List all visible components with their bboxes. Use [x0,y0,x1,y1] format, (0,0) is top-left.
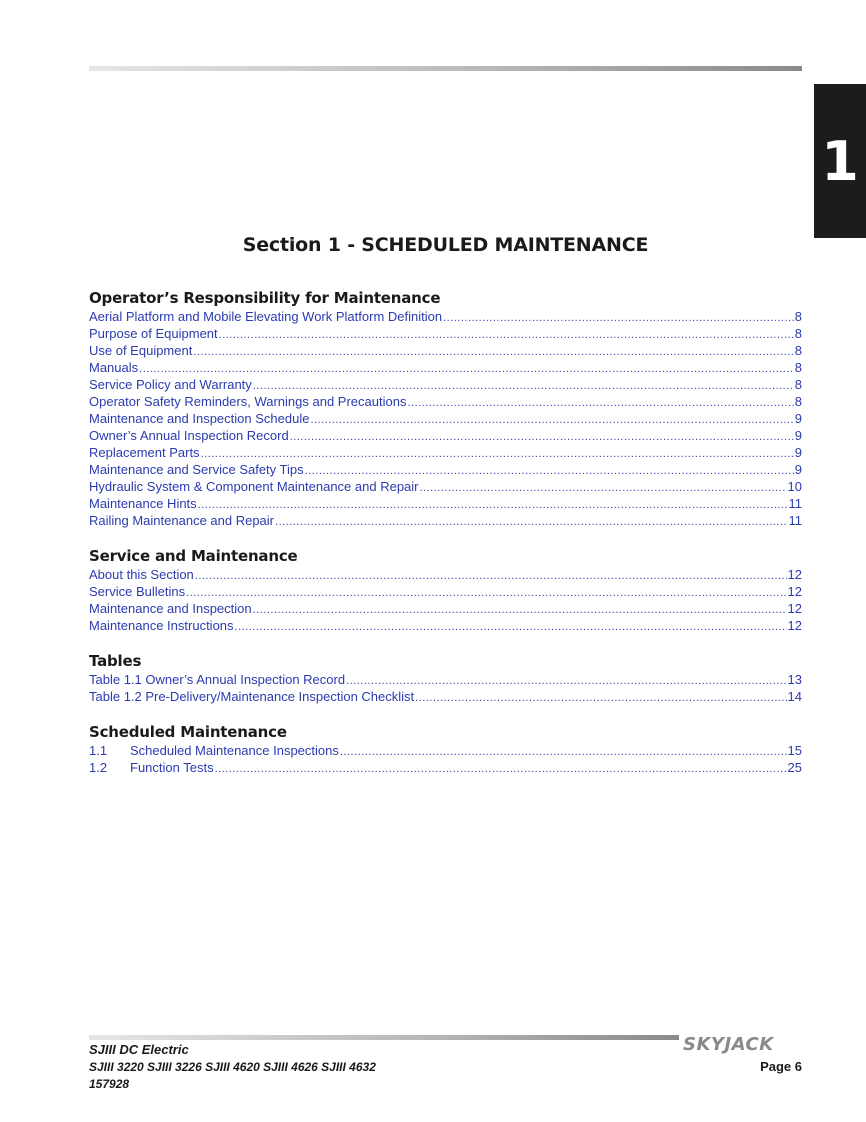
toc-entry-page: 12 [787,618,802,633]
toc-entry-page: 8 [794,394,802,409]
section-tab [814,84,866,238]
toc-entry-link[interactable] [89,410,802,427]
toc-entry-page: 9 [794,411,802,426]
toc-entry-title: Table 1.1 Owner’s Annual Inspection Record [89,672,346,687]
toc-entry-link[interactable] [89,444,802,461]
toc-entry-title: Table 1.2 Pre-Delivery/Maintenance Inspection Checklist [89,689,415,704]
toc-entry-link[interactable] [89,495,802,512]
dot-leader [193,344,793,361]
toc-group-heading: Tables [89,652,142,670]
footer-product-name: SJIII DC Electric [89,1042,189,1057]
toc-entry-number: 1.1 [89,743,108,758]
toc-entry-link[interactable] [89,671,802,688]
dot-leader [340,744,787,761]
toc-entry-link[interactable] [89,376,802,393]
toc-entry-link[interactable] [89,393,802,410]
logo-text: SKYJACK [683,1034,774,1054]
skyjack-logo [683,1030,803,1054]
toc-entry-page: 8 [794,377,802,392]
toc-entry-link[interactable] [89,461,802,478]
toc-entry-title: Manuals [89,360,139,375]
toc-entry-title: Hydraulic System & Component Maintenance and Repair [89,479,419,494]
toc-entry-title: Owner’s Annual Inspection Record [89,428,289,443]
dot-leader [275,514,787,531]
toc-entry-title: Replacement Parts [89,445,200,460]
dot-leader [215,761,787,778]
toc-entry-title: Service Policy and Warranty [89,377,252,392]
table-of-contents [89,289,802,794]
page-number: Page 6 [760,1059,802,1074]
dot-leader [310,412,793,429]
dot-leader [198,497,788,514]
toc-entry-title: Railing Maintenance and Repair [89,513,275,528]
toc-entry-page: 15 [787,743,802,758]
toc-entry-link[interactable] [89,742,802,759]
toc-entry-page: 12 [787,601,802,616]
footer-document-number: 157928 [89,1077,130,1091]
toc-entry-page: 9 [794,428,802,443]
section-title: Section 1 - SCHEDULED MAINTENANCE [242,234,649,256]
toc-entry-title: Purpose of Equipment [89,326,218,341]
toc-entry-title: Operator Safety Reminders, Warnings and Precautions [89,394,407,409]
toc-entry-title: Scheduled Maintenance Inspections [130,743,339,758]
toc-entry-page: 9 [794,462,802,477]
dot-leader [407,395,793,412]
toc-group [89,652,802,705]
toc-entry-title: Function Tests [130,760,214,775]
toc-entry-link[interactable] [89,427,802,444]
toc-entry-page: 8 [794,343,802,358]
toc-entry-title: Maintenance Instructions [89,618,234,633]
footer-rule [89,1035,679,1040]
toc-entry-title: Maintenance and Service Safety Tips [89,462,304,477]
toc-entry-number: 1.2 [89,760,108,775]
toc-group [89,289,802,529]
toc-entry-title: About this Section [89,567,194,582]
toc-entry-page: 14 [787,689,802,704]
toc-entry-link[interactable] [89,359,802,376]
header-rule [89,66,802,71]
toc-entry-page: 9 [794,445,802,460]
toc-entry-link[interactable] [89,325,802,342]
toc-entry-link[interactable] [89,583,802,600]
toc-entry-page: 25 [787,760,802,775]
toc-group-heading: Operator’s Responsibility for Maintenance [89,289,441,307]
toc-entry-title: Aerial Platform and Mobile Elevating Work Platform Definition [89,309,443,324]
dot-leader [186,585,786,602]
toc-entry-page: 12 [787,567,802,582]
toc-entry-link[interactable] [89,688,802,705]
toc-entry-link[interactable] [89,478,802,495]
toc-group-heading: Scheduled Maintenance [89,723,287,741]
toc-entry-link[interactable] [89,308,802,325]
dot-leader [443,310,794,327]
toc-entry-page: 11 [788,513,802,528]
toc-entry-page: 10 [787,479,802,494]
dot-leader [195,568,787,585]
footer-model-list: SJIII 3220 SJIII 3226 SJIII 4620 SJIII 4626 SJIII 4632 [89,1060,376,1074]
toc-entry-title: Maintenance Hints [89,496,197,511]
toc-entry-link[interactable] [89,342,802,359]
dot-leader [415,690,786,707]
dot-leader [219,327,794,344]
toc-entry-link[interactable] [89,759,802,776]
toc-entry-link[interactable] [89,566,802,583]
toc-entry-title: Maintenance and Inspection Schedule [89,411,310,426]
dot-leader [235,619,787,636]
toc-entry-link[interactable] [89,512,802,529]
toc-entry-page: 11 [788,496,802,511]
section-tab-number: 1 [821,129,859,193]
toc-group [89,723,802,776]
toc-entry-title: Maintenance and Inspection [89,601,252,616]
toc-entry-title: Service Bulletins [89,584,186,599]
dot-leader [290,429,794,446]
toc-entry-link[interactable] [89,617,802,634]
toc-group-heading: Service and Maintenance [89,547,298,565]
toc-entry-link[interactable] [89,600,802,617]
toc-entry-page: 8 [794,360,802,375]
toc-group [89,547,802,634]
toc-entry-page: 8 [794,309,802,324]
toc-entry-page: 8 [794,326,802,341]
dot-leader [420,480,787,497]
toc-entry-page: 13 [787,672,802,687]
dot-leader [253,602,787,619]
toc-entry-page: 12 [787,584,802,599]
toc-entry-title: Use of Equipment [89,343,193,358]
